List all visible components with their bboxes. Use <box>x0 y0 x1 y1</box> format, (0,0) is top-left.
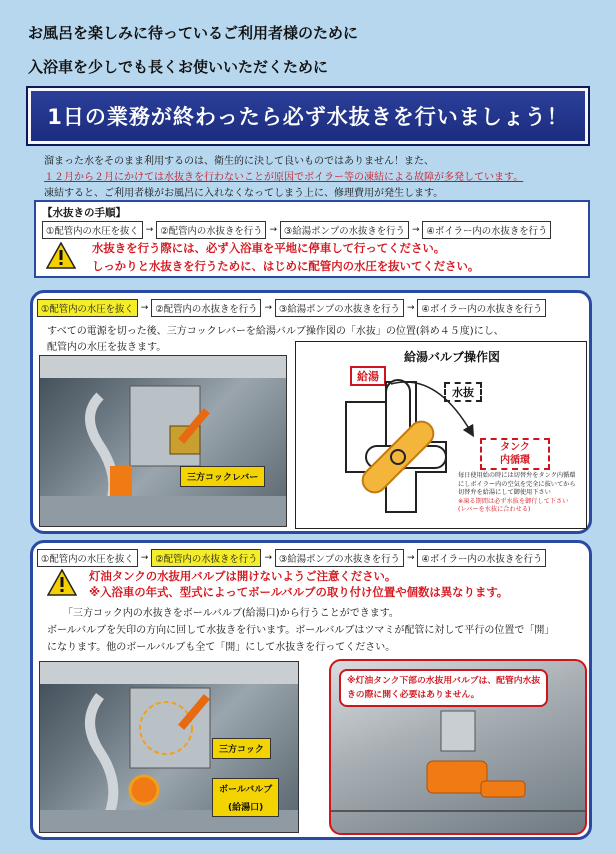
section-1-desc-2: 配管内の水圧を抜きます。 <box>47 342 167 353</box>
pipe-illustration <box>40 356 287 527</box>
photo-ball-valve <box>39 661 299 833</box>
warning-icon <box>47 569 77 596</box>
section-2-panel <box>30 540 592 840</box>
section-1-desc-1: すべての電源を切った後、三方コックレバーを給湯バルブ操作図の「水抜」の位置(斜め４５度)にし、 <box>47 326 504 337</box>
label-three-way-cock: 三方コック <box>212 738 271 759</box>
s2-step-3: ③給湯ポンプの水抜きを行う <box>275 549 404 567</box>
photo-three-way-cock <box>39 355 287 527</box>
warning-icon <box>46 242 76 269</box>
diagram-title: 給湯バルブ操作図 <box>404 350 501 364</box>
step-3: ③給湯ポンプの水抜きを行う <box>280 221 409 239</box>
diagram-label-mizunuki: 水抜 <box>444 382 482 402</box>
section-1-panel <box>30 290 592 534</box>
valve-operation-diagram <box>295 341 587 529</box>
section-2-desc-3: になります。他のボールバルブも全て「開」にして水抜きを行ってください。 <box>47 642 396 653</box>
procedure-steps: ①配管内の水圧を抜く → ②配管内の水抜きを行う → ③給湯ポンプの水抜きを行う → ④ボイラー内の水抜きを行う <box>42 221 551 239</box>
section-2-warning-1: 灯油タンクの水抜用バルブは開けないようご注意ください。 <box>89 569 397 583</box>
step-4: ④ボイラー内の水抜きを行う <box>422 221 551 239</box>
section-2-desc-1: 「三方コック内の水抜きをボールバルブ(給湯口)から行うことができます。 <box>63 608 399 619</box>
s2-step-1: ①配管内の水圧を抜く <box>37 549 138 567</box>
procedure-warning-1: 水抜きを行う際には、必ず入浴車を平地に停車して行ってください。 <box>92 241 446 255</box>
step-1: ①配管内の水圧を抜く <box>42 221 143 239</box>
step-2: ②配管内の水抜きを行う <box>156 221 266 239</box>
note-line-3: 凍結すると、ご利用者様がお風呂に入れなくなってしまう上に、修理費用が発生します。 <box>44 188 444 199</box>
intro-line-2: 入浴車を少しでも長くお使いいただくために <box>28 58 329 76</box>
label-three-way-lever: 三方コックレバー <box>180 466 265 487</box>
s1-step-3: ③給湯ポンプの水抜きを行う <box>275 299 404 317</box>
procedure-title: 【水抜きの手順】 <box>42 207 126 219</box>
diagram-notes: 毎日使用始の時には切替弁をタンク内循環 にしボイラー内の空気を完全に抜いてから 切替弁を給湯にして御使用下さい ※凍る期間は必ず水抜を御行して下さい (レバーを水抜に合わせる) <box>458 472 576 514</box>
label-ball-valve: ボールバルブ (給湯口) <box>212 778 279 817</box>
section-1-steps: ①配管内の水圧を抜く → ②配管内の水抜きを行う → ③給湯ポンプの水抜きを行う → ④ボイラー内の水抜きを行う <box>37 299 546 317</box>
tank-valve-note: ※灯油タンク下部の水抜用バルブは、配管内水抜 きの際に開く必要はありません。 <box>339 669 548 707</box>
photo-tank-valve <box>329 659 587 835</box>
section-2-desc-2: ボールバルブを矢印の方向に回して水抜きを行います。ボールバルブはツマミが配管に対して平行の位置で「開」 <box>47 625 555 636</box>
s1-step-4: ④ボイラー内の水抜きを行う <box>417 299 546 317</box>
s1-step-2: ②配管内の水抜きを行う <box>151 299 261 317</box>
note-line-2: １２月から２月にかけては水抜きを行わないことが原因でボイラー等の凍結による故障が多発しています。 <box>44 172 524 183</box>
procedure-warning-2: しっかりと水抜きを行うために、はじめに配管内の水圧を抜いてください。 <box>92 259 480 273</box>
note-line-1: 溜まった水をそのまま利用するのは、衛生的に決して良いものではありません！また、 <box>44 156 434 167</box>
diagram-label-kyuto: 給湯 <box>350 366 386 386</box>
main-banner: 1日の業務が終わったら必ず水抜きを行いましょう！ <box>28 88 588 144</box>
s2-step-4: ④ボイラー内の水抜きを行う <box>417 549 546 567</box>
procedure-panel <box>34 200 590 278</box>
s1-step-1: ①配管内の水圧を抜く <box>37 299 138 317</box>
diagram-label-tank: タンク 内循環 <box>480 438 550 470</box>
s2-step-2: ②配管内の水抜きを行う <box>151 549 261 567</box>
section-2-steps: ①配管内の水圧を抜く → ②配管内の水抜きを行う → ③給湯ポンプの水抜きを行う → ④ボイラー内の水抜きを行う <box>37 549 546 567</box>
section-2-warning-2: ※入浴車の年式、型式によってボールバルブの取り付け位置や個数は異なります。 <box>89 585 509 599</box>
intro-line-1: お風呂を楽しみに待っているご利用者様のために <box>28 24 359 42</box>
